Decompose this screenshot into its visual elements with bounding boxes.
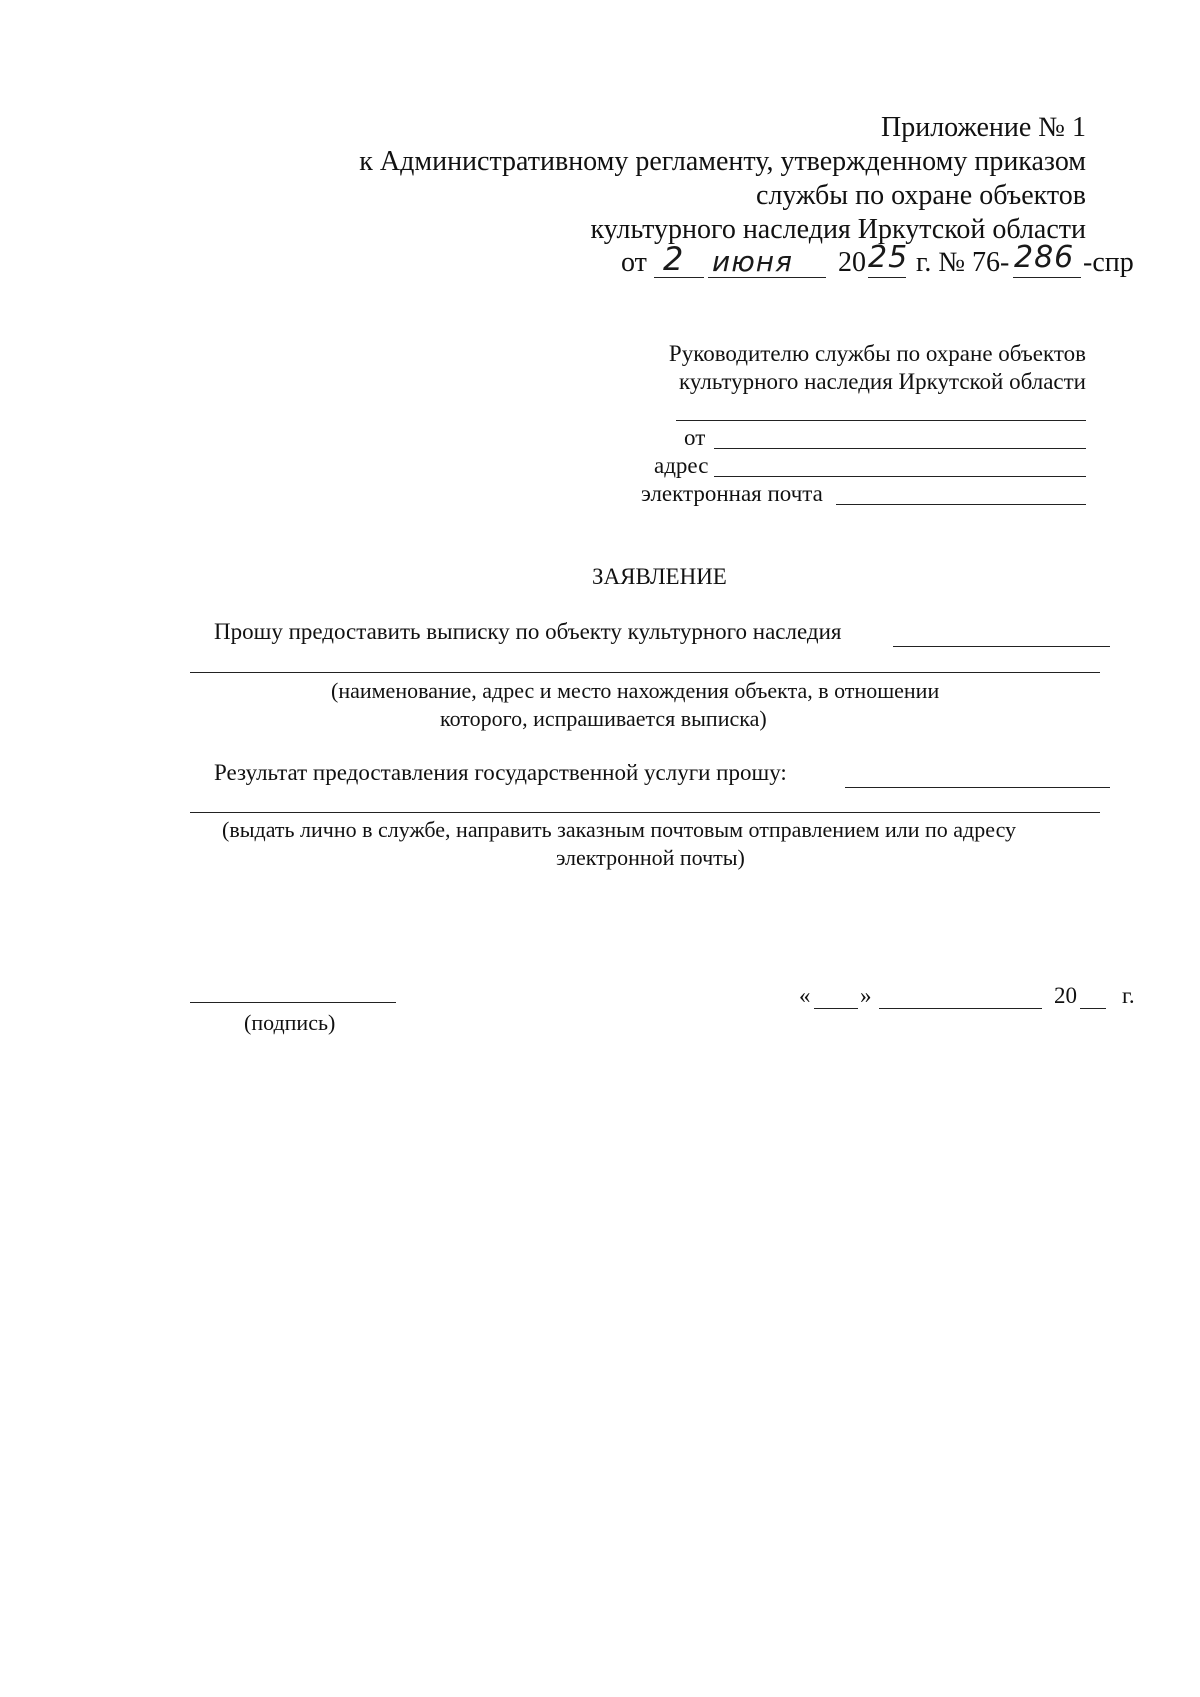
appendix-title: Приложение № 1 <box>881 112 1086 143</box>
appendix-line-2: службы по охране объектов <box>756 180 1086 211</box>
date-year-handwritten: 25 <box>868 240 909 275</box>
footer-date-day-field[interactable] <box>814 1008 858 1009</box>
addressee-line-2: культурного наследия Иркутской области <box>679 369 1086 394</box>
date-year-underline <box>868 277 906 278</box>
result-method-field[interactable] <box>845 787 1110 788</box>
order-number-underline <box>1013 277 1081 278</box>
addressee-name-field[interactable] <box>676 420 1086 421</box>
signature-field[interactable] <box>190 1002 396 1003</box>
order-number-handwritten: 286 <box>1014 240 1075 275</box>
addressee-line-1: Руководителю службы по охране объектов <box>668 341 1086 366</box>
signature-label: (подпись) <box>244 1010 336 1035</box>
date-month-handwritten: июня <box>712 245 793 278</box>
email-label: электронная почта <box>641 481 823 506</box>
footer-date-open-quote: « <box>799 983 811 1008</box>
date-prefix: от <box>621 247 647 278</box>
request-object-field-continued[interactable] <box>190 672 1100 673</box>
request-hint-line-1: (наименование, адрес и место нахождения объекта, в отношении <box>331 678 940 703</box>
appendix-line-1: к Административному регламенту, утвержденному приказом <box>359 146 1086 177</box>
request-text: Прошу предоставить выписку по объекту культурного наследия <box>214 619 842 644</box>
address-label: адрес <box>654 453 709 478</box>
appendix-line-3: культурного наследия Иркутской области <box>590 214 1086 245</box>
date-year-prefix: 20 <box>838 247 866 278</box>
order-number-suffix: -спр <box>1083 247 1134 278</box>
result-hint-line-1: (выдать лично в службе, направить заказным почтовым отправлением или по адресу <box>222 817 1017 842</box>
email-field[interactable] <box>836 504 1086 505</box>
footer-date-month-field[interactable] <box>879 1008 1042 1009</box>
footer-date-century: 20 <box>1054 983 1077 1008</box>
result-hint-line-2: электронной почты) <box>556 845 745 870</box>
request-hint-line-2: которого, испрашивается выписка) <box>440 706 767 731</box>
result-text: Результат предоставления государственной услуги прошу: <box>214 760 787 785</box>
from-label: от <box>684 425 706 450</box>
request-object-field[interactable] <box>893 646 1110 647</box>
statement-title: ЗАЯВЛЕНИЕ <box>592 564 727 589</box>
footer-date-year-field[interactable] <box>1080 1008 1106 1009</box>
from-field[interactable] <box>714 448 1086 449</box>
address-field[interactable] <box>714 476 1086 477</box>
footer-date-year-suffix: г. <box>1122 983 1135 1008</box>
footer-date-close-quote: » <box>860 983 872 1008</box>
result-method-field-continued[interactable] <box>190 812 1100 813</box>
date-day-handwritten: 2 <box>663 240 685 278</box>
order-number-prefix: г. № 76- <box>916 247 1010 278</box>
